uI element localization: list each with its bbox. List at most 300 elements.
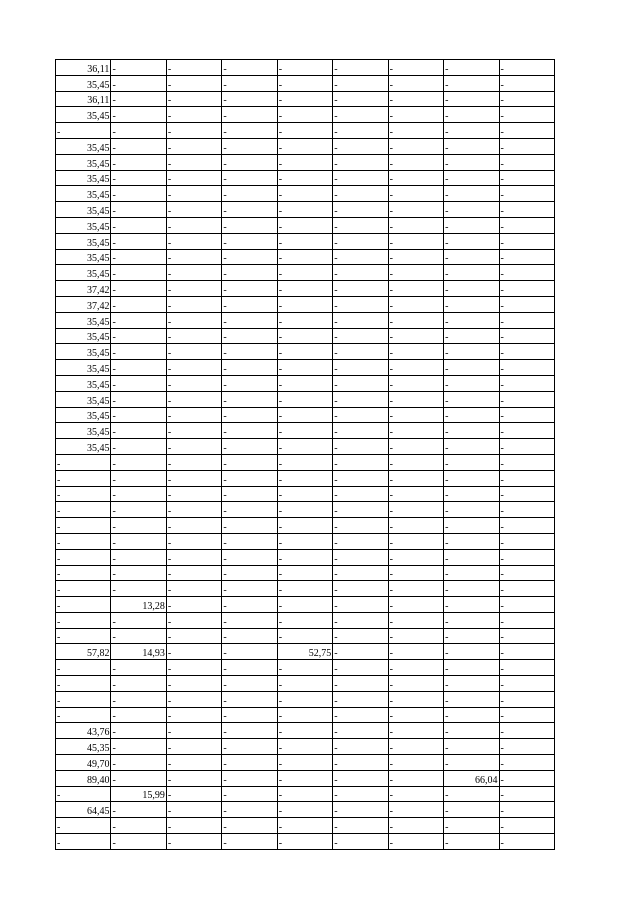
table-cell: - xyxy=(333,170,388,186)
table-cell: - xyxy=(499,186,554,202)
table-cell: - xyxy=(166,60,221,76)
table-cell: 35,45 xyxy=(56,217,111,233)
table-cell: 35,45 xyxy=(56,407,111,423)
table-cell: - xyxy=(277,360,332,376)
table-cell: - xyxy=(388,312,443,328)
table-cell: - xyxy=(56,565,111,581)
table-cell: - xyxy=(111,691,166,707)
table-cell: - xyxy=(222,660,277,676)
table-cell: - xyxy=(166,344,221,360)
table-cell: - xyxy=(444,360,499,376)
table-cell: - xyxy=(277,628,332,644)
table-cell: - xyxy=(222,470,277,486)
table-cell: - xyxy=(388,518,443,534)
table-cell: - xyxy=(499,565,554,581)
table-cell: - xyxy=(277,391,332,407)
table-cell: - xyxy=(111,486,166,502)
table-cell: - xyxy=(166,802,221,818)
table-cell: - xyxy=(166,123,221,139)
table-cell: - xyxy=(277,249,332,265)
table-cell: - xyxy=(499,454,554,470)
table-cell: - xyxy=(333,344,388,360)
table-cell: - xyxy=(444,470,499,486)
table-cell: - xyxy=(444,597,499,613)
table-cell: 35,45 xyxy=(56,391,111,407)
table-cell: - xyxy=(277,470,332,486)
table-cell: - xyxy=(499,644,554,660)
table-cell: - xyxy=(333,786,388,802)
table-cell: - xyxy=(111,391,166,407)
table-cell: - xyxy=(222,802,277,818)
table-cell: - xyxy=(166,739,221,755)
table-cell: - xyxy=(166,502,221,518)
table-cell: 35,45 xyxy=(56,344,111,360)
table-cell: - xyxy=(277,770,332,786)
table-cell: - xyxy=(222,344,277,360)
table-cell: 89,40 xyxy=(56,770,111,786)
table-cell: 35,45 xyxy=(56,107,111,123)
table-cell: - xyxy=(222,296,277,312)
table-cell: - xyxy=(499,265,554,281)
table-cell: 35,45 xyxy=(56,360,111,376)
table-cell: - xyxy=(111,518,166,534)
table-cell: - xyxy=(333,818,388,834)
table-cell: - xyxy=(333,739,388,755)
table-cell: - xyxy=(166,217,221,233)
table-cell: - xyxy=(56,486,111,502)
table-cell: 35,45 xyxy=(56,423,111,439)
table-cell: - xyxy=(499,739,554,755)
table-cell: - xyxy=(333,565,388,581)
table-cell: - xyxy=(166,154,221,170)
table-cell: - xyxy=(222,723,277,739)
table-row xyxy=(56,154,555,170)
table-cell: - xyxy=(166,439,221,455)
table-cell: - xyxy=(444,328,499,344)
table-cell: - xyxy=(333,549,388,565)
table-cell: - xyxy=(333,502,388,518)
table-cell: - xyxy=(222,676,277,692)
table-row xyxy=(56,597,555,613)
table-cell: - xyxy=(499,612,554,628)
table-cell: - xyxy=(499,802,554,818)
table-cell: - xyxy=(277,202,332,218)
table-cell: - xyxy=(56,518,111,534)
table-cell: - xyxy=(388,802,443,818)
table-cell: - xyxy=(333,454,388,470)
table-cell: - xyxy=(499,660,554,676)
table-cell: - xyxy=(277,265,332,281)
table-cell: - xyxy=(388,344,443,360)
table-cell: 35,45 xyxy=(56,154,111,170)
table-cell: - xyxy=(499,423,554,439)
table-cell: - xyxy=(388,818,443,834)
table-cell: - xyxy=(111,770,166,786)
table-cell: - xyxy=(166,691,221,707)
table-cell: - xyxy=(444,186,499,202)
table-cell: - xyxy=(277,344,332,360)
table-cell: - xyxy=(277,502,332,518)
table-cell: - xyxy=(499,391,554,407)
table-cell: - xyxy=(277,802,332,818)
table-cell: - xyxy=(499,107,554,123)
table-cell: - xyxy=(333,486,388,502)
table-cell: - xyxy=(444,296,499,312)
table-cell: 35,45 xyxy=(56,439,111,455)
table-cell: - xyxy=(388,233,443,249)
table-cell: - xyxy=(56,691,111,707)
table-cell: - xyxy=(222,281,277,297)
table-cell: - xyxy=(222,233,277,249)
table-cell: - xyxy=(166,597,221,613)
table-cell: - xyxy=(277,834,332,850)
table-cell: - xyxy=(388,770,443,786)
table-cell: - xyxy=(111,533,166,549)
table-row xyxy=(56,518,555,534)
table-cell: - xyxy=(388,755,443,771)
table-cell: - xyxy=(333,691,388,707)
table-row xyxy=(56,60,555,76)
table-cell: - xyxy=(499,628,554,644)
table-cell: 14,93 xyxy=(111,644,166,660)
table-cell: - xyxy=(333,391,388,407)
table-cell: - xyxy=(222,518,277,534)
table-cell: - xyxy=(499,91,554,107)
table-cell: - xyxy=(277,818,332,834)
table-cell: - xyxy=(499,217,554,233)
table-row xyxy=(56,802,555,818)
table-cell: - xyxy=(444,265,499,281)
table-cell: - xyxy=(222,581,277,597)
table-cell: - xyxy=(277,691,332,707)
table-cell: - xyxy=(277,518,332,534)
table-cell: - xyxy=(444,249,499,265)
table-cell: - xyxy=(388,786,443,802)
table-row xyxy=(56,691,555,707)
table-cell: - xyxy=(499,581,554,597)
table-cell: - xyxy=(111,612,166,628)
table-cell: - xyxy=(277,676,332,692)
table-cell: - xyxy=(111,439,166,455)
table-cell: - xyxy=(166,186,221,202)
table-row xyxy=(56,138,555,154)
table-row xyxy=(56,786,555,802)
table-cell: - xyxy=(111,454,166,470)
table-cell: - xyxy=(499,281,554,297)
table-cell: - xyxy=(444,423,499,439)
table-cell: - xyxy=(277,660,332,676)
table-cell: - xyxy=(111,75,166,91)
table-cell: - xyxy=(444,502,499,518)
table-cell: - xyxy=(277,439,332,455)
table-cell: - xyxy=(388,597,443,613)
table-cell: - xyxy=(444,233,499,249)
table-cell: - xyxy=(277,75,332,91)
table-cell: - xyxy=(222,138,277,154)
table-cell: - xyxy=(333,597,388,613)
table-cell: 43,76 xyxy=(56,723,111,739)
table-cell: - xyxy=(388,739,443,755)
table-row xyxy=(56,565,555,581)
table-cell: - xyxy=(222,770,277,786)
table-cell: - xyxy=(111,423,166,439)
table-cell: - xyxy=(111,249,166,265)
table-cell: - xyxy=(499,138,554,154)
table-cell: - xyxy=(56,454,111,470)
table-cell: - xyxy=(56,502,111,518)
table-cell: - xyxy=(444,834,499,850)
table-cell: - xyxy=(499,154,554,170)
table-cell: - xyxy=(222,360,277,376)
table-cell: - xyxy=(388,296,443,312)
table-cell: - xyxy=(277,707,332,723)
table-row xyxy=(56,533,555,549)
table-cell: - xyxy=(222,202,277,218)
table-cell: - xyxy=(277,138,332,154)
table-cell: - xyxy=(388,60,443,76)
table-cell: - xyxy=(333,533,388,549)
table-cell: - xyxy=(166,834,221,850)
table-cell: - xyxy=(277,786,332,802)
table-cell: - xyxy=(166,423,221,439)
table-row xyxy=(56,628,555,644)
table-cell: - xyxy=(111,186,166,202)
table-cell: - xyxy=(499,502,554,518)
table-cell: - xyxy=(444,91,499,107)
table-cell: - xyxy=(444,312,499,328)
table-cell: - xyxy=(499,518,554,534)
table-cell: - xyxy=(388,170,443,186)
table-cell: - xyxy=(111,660,166,676)
table-cell: 45,35 xyxy=(56,739,111,755)
table-cell: - xyxy=(56,581,111,597)
table-cell: - xyxy=(444,691,499,707)
table-cell: - xyxy=(333,423,388,439)
table-cell: 35,45 xyxy=(56,249,111,265)
table-cell: - xyxy=(444,755,499,771)
table-row xyxy=(56,296,555,312)
table-cell: 13,28 xyxy=(111,597,166,613)
table-cell: - xyxy=(333,676,388,692)
table-cell: - xyxy=(333,660,388,676)
table-cell: - xyxy=(166,581,221,597)
table-cell: - xyxy=(111,407,166,423)
table-cell: - xyxy=(333,123,388,139)
table-cell: - xyxy=(277,154,332,170)
table-cell: - xyxy=(56,786,111,802)
data-table xyxy=(55,59,555,850)
table-cell: - xyxy=(444,644,499,660)
table-cell: - xyxy=(111,802,166,818)
table-cell: - xyxy=(222,375,277,391)
table-cell: - xyxy=(333,834,388,850)
table-cell: - xyxy=(499,707,554,723)
table-cell: - xyxy=(444,549,499,565)
table-cell: 35,45 xyxy=(56,138,111,154)
table-row xyxy=(56,644,555,660)
table-cell: - xyxy=(499,470,554,486)
table-cell: 64,45 xyxy=(56,802,111,818)
table-cell: - xyxy=(222,739,277,755)
table-cell: 35,45 xyxy=(56,75,111,91)
table-cell: - xyxy=(388,75,443,91)
table-cell: - xyxy=(388,123,443,139)
table-cell: - xyxy=(277,423,332,439)
table-cell: 52,75 xyxy=(277,644,332,660)
table-cell: - xyxy=(166,818,221,834)
table-cell: - xyxy=(333,296,388,312)
table-cell: - xyxy=(277,723,332,739)
table-cell: - xyxy=(333,249,388,265)
table-row xyxy=(56,723,555,739)
table-cell: - xyxy=(499,233,554,249)
table-cell: - xyxy=(444,202,499,218)
table-cell: 35,45 xyxy=(56,375,111,391)
table-cell: - xyxy=(388,533,443,549)
table-row xyxy=(56,612,555,628)
table-row xyxy=(56,439,555,455)
table-cell: - xyxy=(111,676,166,692)
table-cell: - xyxy=(444,786,499,802)
table-cell: - xyxy=(333,802,388,818)
table-cell: - xyxy=(166,518,221,534)
table-cell: - xyxy=(111,202,166,218)
table-row xyxy=(56,75,555,91)
table-cell: - xyxy=(388,565,443,581)
table-cell: - xyxy=(388,676,443,692)
table-cell: 36,11 xyxy=(56,60,111,76)
table-cell: - xyxy=(499,75,554,91)
table-cell: - xyxy=(222,502,277,518)
table-cell: - xyxy=(222,486,277,502)
table-cell: - xyxy=(277,597,332,613)
table-cell: - xyxy=(111,312,166,328)
table-cell: - xyxy=(333,581,388,597)
table-cell: - xyxy=(388,391,443,407)
table-cell: - xyxy=(166,265,221,281)
table-cell: - xyxy=(388,707,443,723)
table-cell: - xyxy=(166,454,221,470)
table-cell: - xyxy=(111,707,166,723)
table-cell: - xyxy=(444,533,499,549)
table-cell: - xyxy=(166,676,221,692)
table-cell: - xyxy=(333,360,388,376)
table-cell: - xyxy=(111,581,166,597)
table-cell: - xyxy=(333,407,388,423)
table-cell: - xyxy=(56,676,111,692)
table-cell: - xyxy=(222,186,277,202)
table-row xyxy=(56,375,555,391)
table-cell: - xyxy=(222,549,277,565)
table-cell: - xyxy=(444,439,499,455)
table-cell: - xyxy=(333,723,388,739)
table-cell: - xyxy=(388,423,443,439)
table-cell: - xyxy=(56,834,111,850)
table-row xyxy=(56,770,555,786)
table-cell: - xyxy=(222,818,277,834)
table-cell: - xyxy=(166,565,221,581)
table-cell: 36,11 xyxy=(56,91,111,107)
table-cell: 57,82 xyxy=(56,644,111,660)
table-cell: - xyxy=(388,439,443,455)
table-cell: - xyxy=(388,454,443,470)
table-cell: - xyxy=(388,154,443,170)
table-cell: - xyxy=(333,217,388,233)
table-cell: - xyxy=(111,138,166,154)
table-row xyxy=(56,265,555,281)
table-row xyxy=(56,739,555,755)
table-cell: - xyxy=(444,454,499,470)
table-cell: - xyxy=(444,660,499,676)
table-cell: - xyxy=(333,439,388,455)
table-cell: - xyxy=(388,91,443,107)
table-cell: - xyxy=(111,281,166,297)
table-cell: - xyxy=(333,107,388,123)
table-cell: - xyxy=(333,328,388,344)
table-cell: - xyxy=(388,202,443,218)
table-row xyxy=(56,360,555,376)
table-cell: - xyxy=(56,612,111,628)
table-row xyxy=(56,470,555,486)
table-cell: - xyxy=(166,249,221,265)
table-row xyxy=(56,834,555,850)
table-cell: - xyxy=(166,533,221,549)
table-cell: - xyxy=(388,834,443,850)
table-cell: - xyxy=(277,217,332,233)
table-row xyxy=(56,344,555,360)
table-cell: - xyxy=(111,502,166,518)
table-cell: - xyxy=(111,328,166,344)
table-cell: - xyxy=(333,60,388,76)
table-row xyxy=(56,202,555,218)
table-cell: - xyxy=(111,123,166,139)
table-cell: - xyxy=(444,565,499,581)
table-row xyxy=(56,233,555,249)
table-cell: 35,45 xyxy=(56,186,111,202)
table-cell: - xyxy=(388,549,443,565)
table-cell: - xyxy=(222,439,277,455)
table-cell: - xyxy=(444,612,499,628)
table-cell: - xyxy=(111,375,166,391)
table-cell: - xyxy=(333,518,388,534)
table-cell: - xyxy=(444,407,499,423)
table-cell: - xyxy=(333,265,388,281)
table-cell: - xyxy=(111,233,166,249)
table-cell: - xyxy=(166,233,221,249)
table-cell: - xyxy=(277,123,332,139)
table-cell: - xyxy=(277,533,332,549)
table-cell: - xyxy=(222,707,277,723)
table-row xyxy=(56,676,555,692)
table-cell: - xyxy=(388,470,443,486)
table-cell: - xyxy=(444,707,499,723)
table-cell: - xyxy=(499,533,554,549)
table-cell: - xyxy=(166,755,221,771)
table-cell: - xyxy=(222,834,277,850)
table-cell: - xyxy=(111,60,166,76)
table-cell: - xyxy=(499,344,554,360)
table-cell: 35,45 xyxy=(56,265,111,281)
table-row xyxy=(56,170,555,186)
table-cell: 35,45 xyxy=(56,312,111,328)
table-cell: - xyxy=(166,138,221,154)
table-row xyxy=(56,217,555,233)
table-cell: - xyxy=(333,281,388,297)
table-cell: - xyxy=(111,107,166,123)
table-cell: - xyxy=(222,612,277,628)
table-cell: - xyxy=(166,644,221,660)
table-cell: - xyxy=(166,375,221,391)
